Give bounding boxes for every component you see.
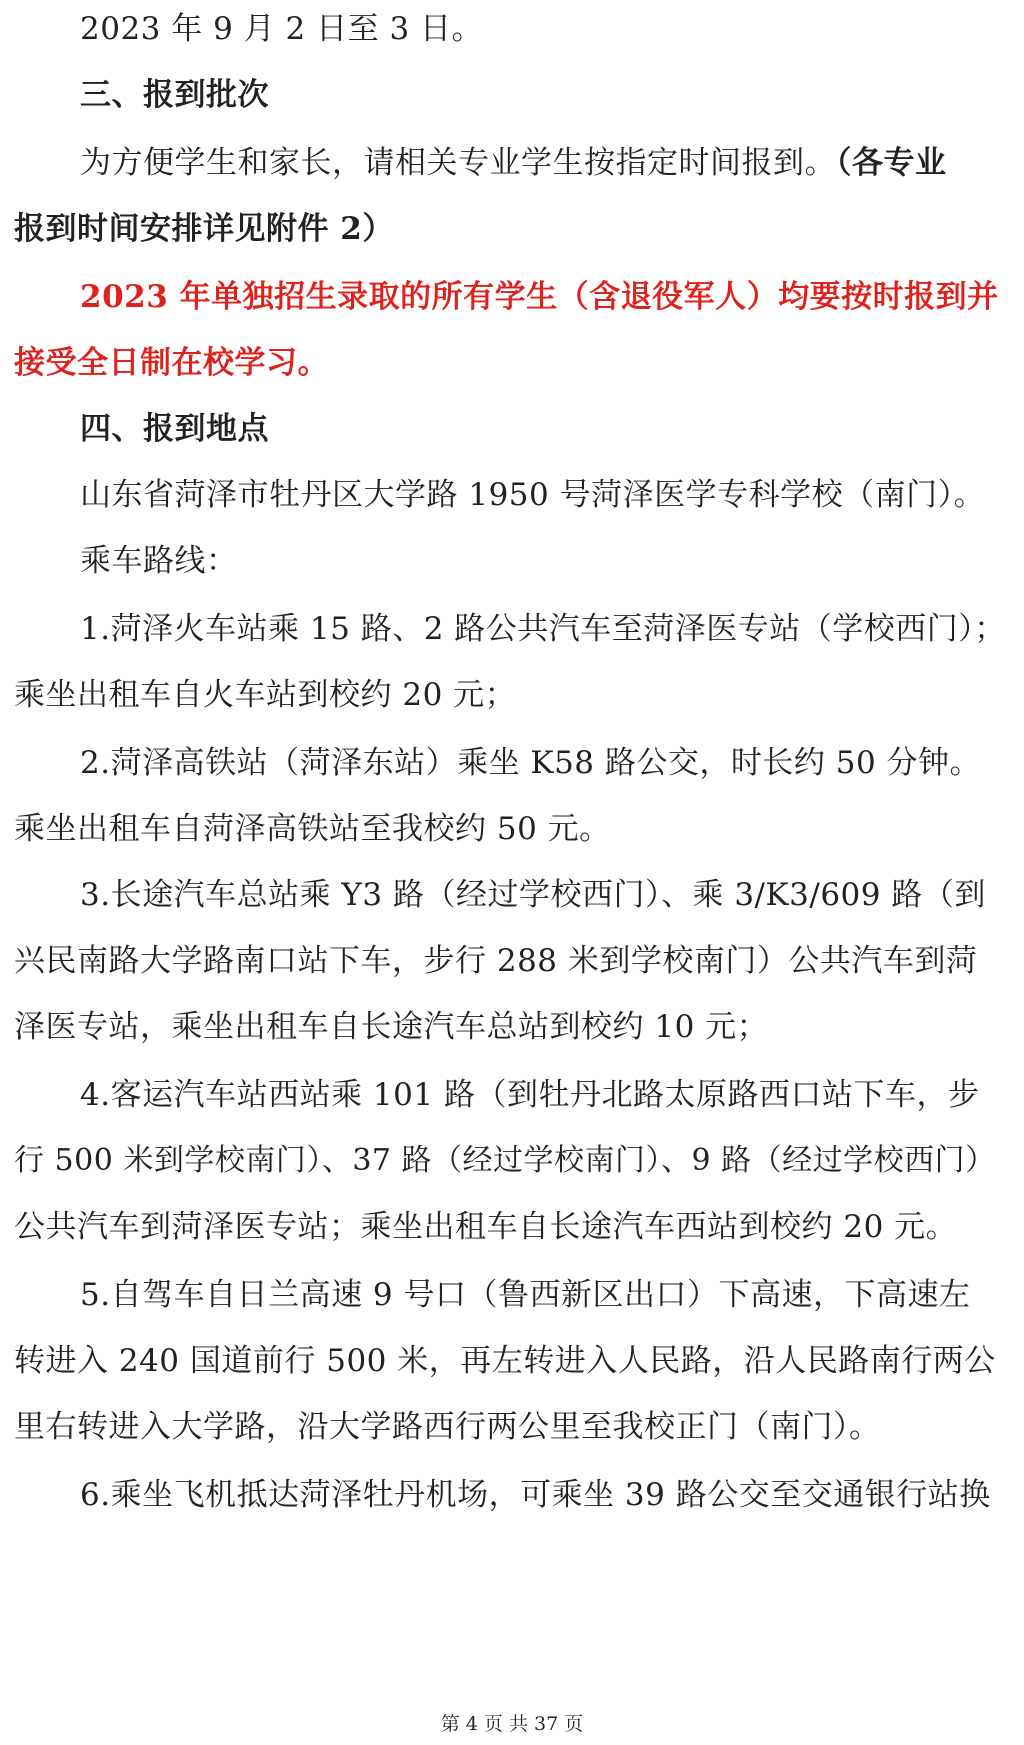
heading-text: 四、报到地点 (80, 411, 269, 447)
address-line (80, 474, 1010, 516)
red-notice-line-1 (80, 276, 1010, 318)
route-text: 5.自驾车自日兰高速 9 号口（鲁西新区出口）下高速，下高速左 (80, 1277, 971, 1313)
paragraph-text: 为方便学生和家长，请相关专业学生按指定时间报到。 (80, 145, 836, 181)
heading-text: 三、报到批次 (80, 77, 269, 113)
date-text: 2023 年 9 月 2 日至 3 日。 (80, 11, 484, 47)
route-text: 乘坐出租车自菏泽高铁站至我校约 50 元。 (14, 811, 611, 847)
route-4-line-3 (14, 1206, 1010, 1248)
paragraph-line (80, 142, 1010, 184)
section-heading-4 (80, 408, 1010, 450)
route-4-line-2 (14, 1140, 1010, 1182)
route-text: 里右转进入大学路，沿大学路西行两公里至我校正门（南门）。 (14, 1409, 881, 1445)
route-5-line-1 (80, 1274, 1010, 1316)
route-text: 兴民南路大学路南口站下车，步行 288 米到学校南门）公共汽车到菏 (14, 943, 978, 979)
route-5-line-2 (14, 1340, 1010, 1382)
paragraph-line-bold (14, 208, 1010, 250)
route-text: 泽医专站，乘坐出租车自长途汽车总站到校约 10 元； (14, 1009, 769, 1045)
route-text: 1.菏泽火车站乘 15 路、2 路公共汽车至菏泽医专站（学校西门）； (80, 611, 1006, 647)
route-3-line-3 (14, 1006, 1010, 1048)
address-text: 山东省菏泽市牡丹区大学路 1950 号菏泽医学专科学校（南门）。 (80, 477, 986, 513)
route-5-line-3 (14, 1406, 1010, 1448)
route-1-line-2 (14, 674, 1010, 716)
route-text: 6.乘坐飞机抵达菏泽牡丹机场，可乘坐 39 路公交至交通银行站换 (80, 1477, 991, 1513)
route-4-line-1 (80, 1074, 1010, 1116)
bold-note-continued: 报到时间安排详见附件 2） (14, 211, 394, 247)
bold-note: （各专业 (836, 145, 947, 181)
route-title-text: 乘车路线： (80, 543, 238, 579)
route-3-line-2 (14, 940, 1010, 982)
red-notice-line-2 (14, 342, 1010, 384)
route-2-line-1 (80, 742, 1010, 784)
route-text: 2.菏泽高铁站（菏泽东站）乘坐 K58 路公交，时长约 50 分钟。 (80, 745, 982, 781)
route-text: 公共汽车到菏泽医专站；乘坐出租车自长途汽车西站到校约 20 元。 (14, 1209, 958, 1245)
route-text: 转进入 240 国道前行 500 米，再左转进入人民路，沿人民路南行两公 (14, 1343, 996, 1379)
route-text: 4.客运汽车站西站乘 101 路（到牡丹北路太原路西口站下车，步 (80, 1077, 980, 1113)
date-line (80, 8, 1010, 50)
red-notice-text: 2023 年单独招生录取的所有学生（含退役军人）均要按时报到并 (80, 279, 999, 315)
route-3-line-1 (80, 874, 1010, 916)
red-notice-text: 接受全日制在校学习。 (14, 345, 329, 381)
route-text: 3.长途汽车总站乘 Y3 路（经过学校西门）、乘 3/K3/609 路（到 (80, 877, 986, 913)
route-6-line-1 (80, 1474, 1010, 1516)
route-text: 乘坐出租车自火车站到校约 20 元； (14, 677, 517, 713)
page-footer (0, 1712, 1024, 1736)
route-title (80, 540, 1010, 582)
section-heading-3 (80, 74, 1010, 116)
page-number: 第 4 页 共 37 页 (440, 1713, 584, 1735)
route-2-line-2 (14, 808, 1010, 850)
route-1-line-1 (80, 608, 1010, 650)
route-text: 行 500 米到学校南门）、37 路（经过学校南门）、9 路（经过学校西门） (14, 1143, 996, 1178)
